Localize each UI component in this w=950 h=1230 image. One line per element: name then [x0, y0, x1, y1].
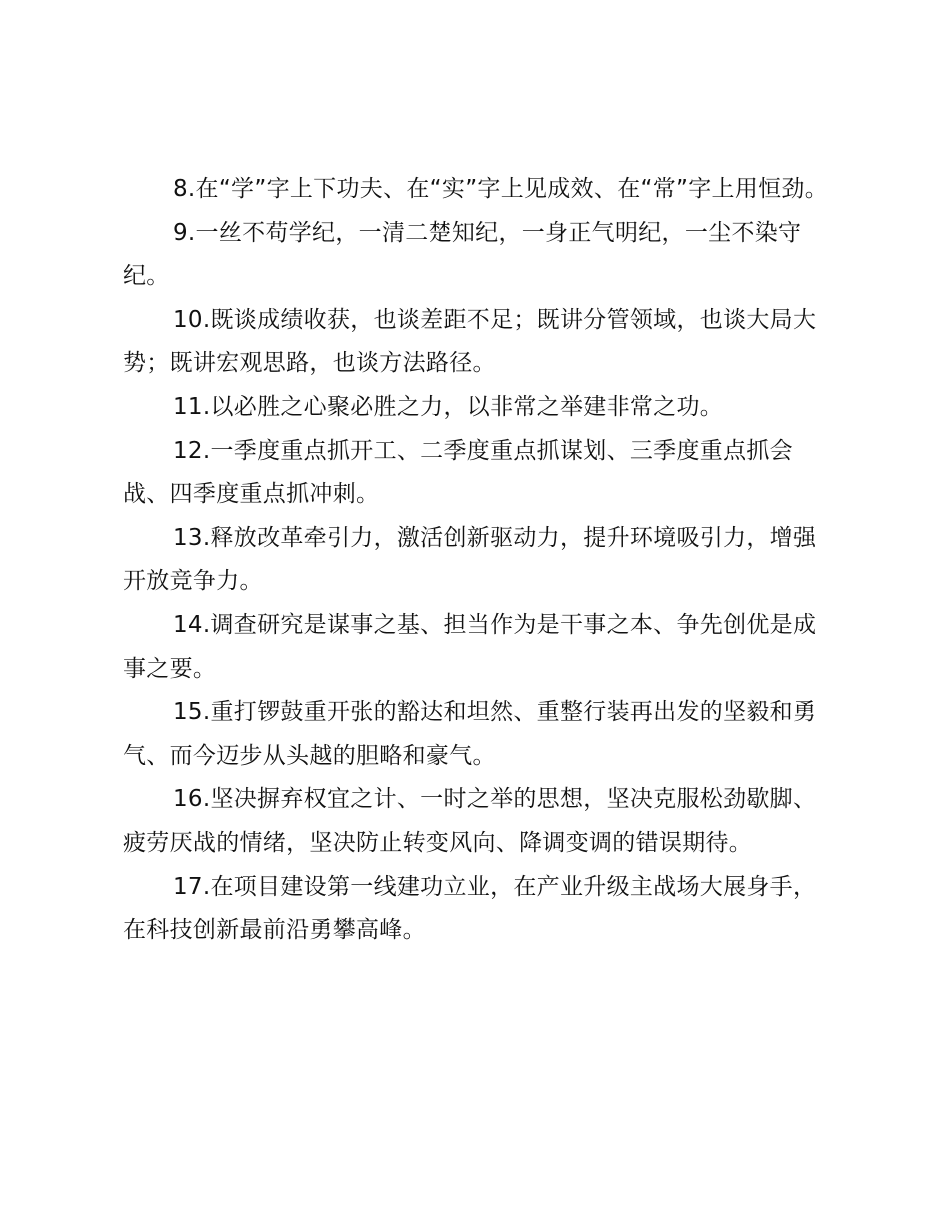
paragraph-11: 11.以必胜之心聚必胜之力，以非常之举建非常之功。: [173, 393, 724, 420]
paragraph-9: 9.一丝不苟学纪，一清二楚知纪，一身正气明纪，一尘不染守纪。: [123, 219, 802, 290]
document-body: [123, 168, 835, 953]
paragraph-16: 16.坚决摒弃权宜之计、一时之举的思想，坚决克服松劲歇脚、疲劳厌战的情绪，坚决防止转变风向、降调变调的错误期待。: [123, 786, 817, 856]
paragraph-13: 13.释放改革牵引力，激活创新驱动力，提升环境吸引力，增强开放竞争力。: [123, 524, 817, 595]
paragraph-14: 14.调查研究是谋事之基、担当作为是干事之本、争先创优是成事之要。: [123, 611, 817, 682]
paragraph-8: 8.在“学”字上下功夫、在“实”字上见成效、在“常”字上用恒劲。: [173, 176, 829, 202]
paragraph-12: 12.一季度重点抓开工、二季度重点抓谋划、三季度重点抓会战、四季度重点抓冲刺。: [123, 437, 793, 508]
paragraph-15: 15.重打锣鼓重开张的豁达和坦然、重整行装再出发的坚毅和勇气、而今迈步从头越的胆略和豪气。: [123, 699, 817, 769]
paragraph-10: 10.既谈成绩收获，也谈差距不足；既讲分管领域，也谈大局大势；既讲宏观思路，也谈方法路径。: [123, 306, 817, 377]
paragraph-17: 17.在项目建设第一线建功立业，在产业升级主战场大展身手，在科技创新最前沿勇攀高峰。: [123, 873, 817, 944]
